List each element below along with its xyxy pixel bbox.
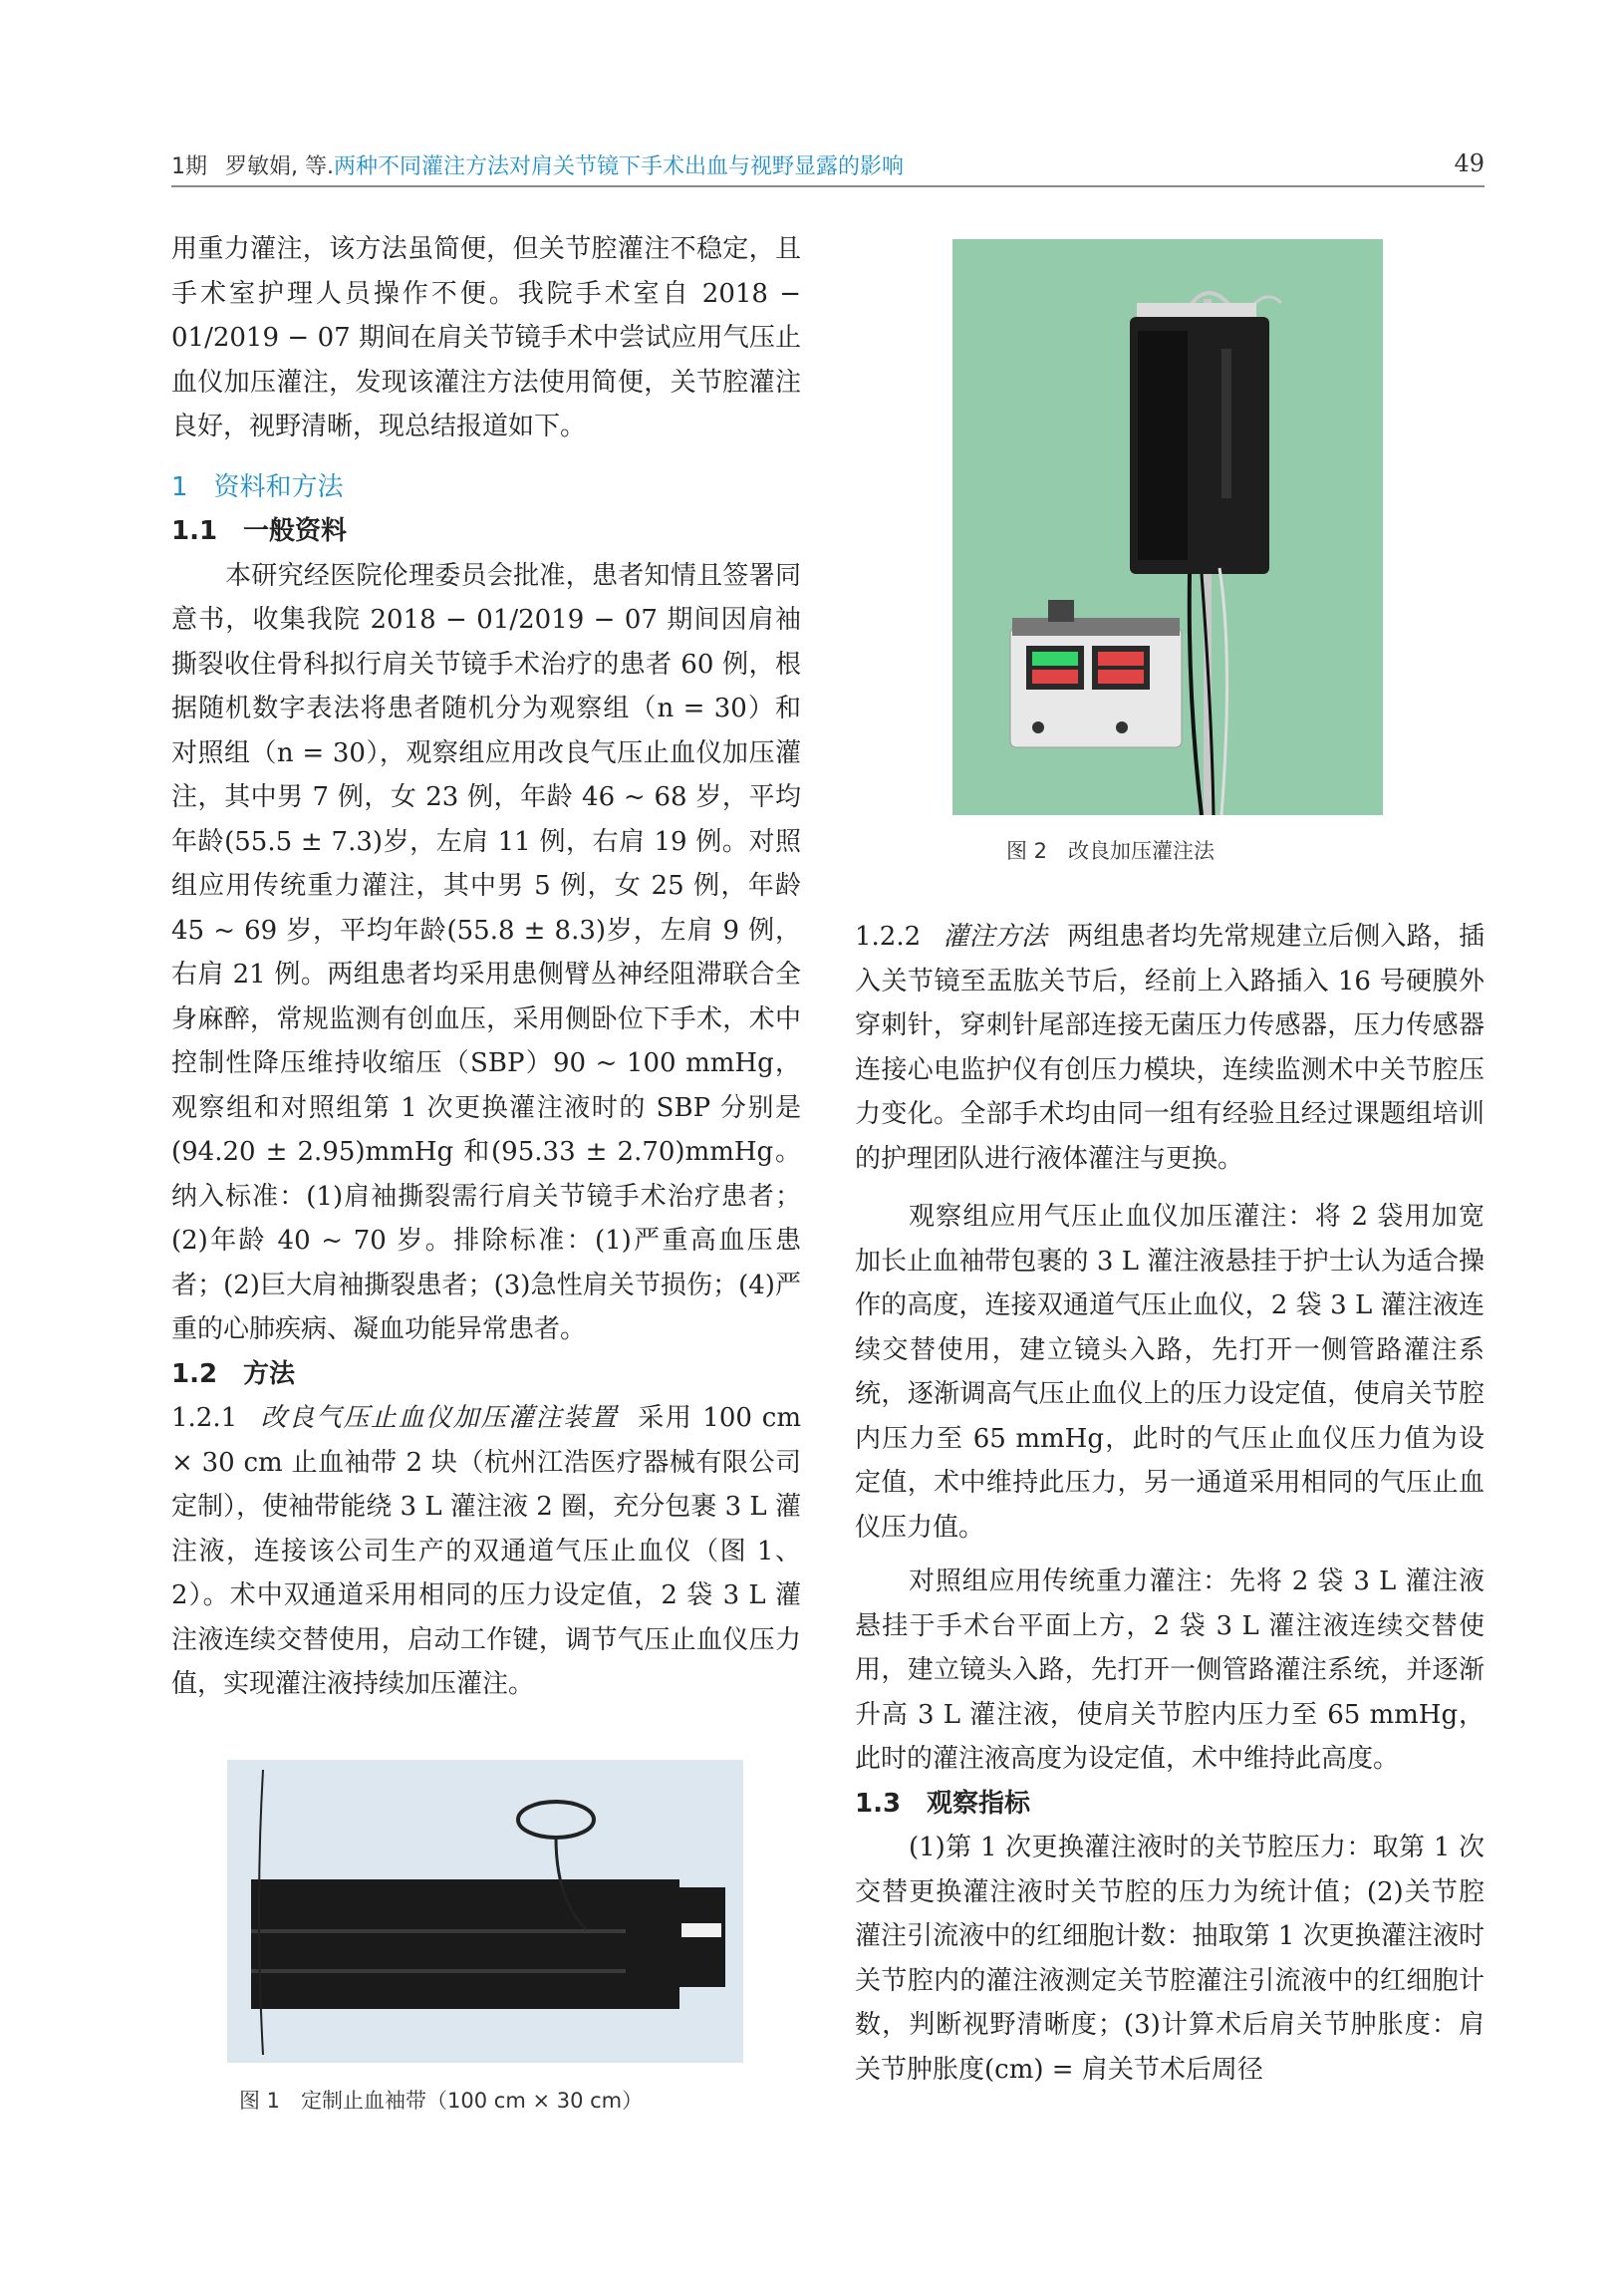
header-issue: 1期 xyxy=(171,154,207,179)
figure-1-caption: 图 1 定制止血袖带（100 cm × 30 cm） xyxy=(239,2089,644,2113)
left-column xyxy=(171,227,801,1707)
paragraph-device xyxy=(171,1396,801,1707)
figure-1-photo xyxy=(227,1760,743,2063)
subheading-1-2-2-title: 灌注方法 xyxy=(943,922,1048,952)
figure-2-caption: 图 2 改良加压灌注法 xyxy=(1006,839,1216,863)
section-heading-1-3: 1.3 观察指标 xyxy=(855,1788,1031,1819)
section-heading-1-2: 1.2 方法 xyxy=(171,1358,296,1389)
section-heading-1: 1 资料和方法 xyxy=(171,471,344,502)
subheading-1-2-1-title: 改良气压止血仪加压灌注装置 xyxy=(259,1403,619,1433)
header-left xyxy=(171,149,904,180)
page-number: 49 xyxy=(1454,149,1485,177)
figure-2-photo xyxy=(952,239,1383,815)
paragraph-perfusion-method xyxy=(855,915,1485,1181)
intro-paragraph: 用重力灌注，该方法虽简便，但关节腔灌注不稳定，且手术室护理人员操作不便。我院手术室自 2018 − 01/2019 − 07 期间在肩关节镜手术中尝试应用气压止血仪加压灌注，发现该灌注方法使用简便，关节腔灌注良好，视野清晰，现总结报道如下。 xyxy=(171,234,801,441)
header-authors: 罗敏娟, 等. xyxy=(225,154,334,179)
paragraph-control-group: 对照组应用传统重力灌注：先将 2 袋 3 L 灌注液悬挂于手术台平面上方，2 袋 3 L 灌注液连续交替使用，建立镜头入路，先打开一侧管路灌注系统，并逐渐升高 3 L 灌注液，使肩关节腔内压力至 65 mmHg，此时的灌注液高度为设定值，术中维持此高度。 xyxy=(855,1567,1485,1774)
paragraph-indicators: (1)第 1 次更换灌注液时的关节腔压力：取第 1 次交替更换灌注液时关节腔的压力为统计值；(2)关节腔灌注引流液中的红细胞计数：抽取第 1 次更换灌注液时关节腔内的灌注液测定关节腔灌注引流液中的红细胞计数，判断视野清晰度；(3)计算术后肩关节肿胀度：肩关节肿胀度(cm) = 肩关节术后周径 xyxy=(855,1833,1485,2085)
section-heading-1-1: 1.1 一般资料 xyxy=(171,516,348,546)
paragraph-device-text: 采用 100 cm × 30 cm 止血袖带 2 块（杭州江浩医疗器械有限公司定制），使袖带能绕 3 L 灌注液 2 圈，充分包裹 3 L 灌注液，连接该公司生产的双通道气压止血仪（图 1、2）。术中双通道采用相同的压力设定值，2 袋 3 L 灌注液连续交替使用，启动工作键，调节气压止血仪压力值，实现灌注液持续加压灌注。 xyxy=(171,1403,801,1699)
header-article-title: 两种不同灌注方法对肩关节镜下手术出血与视野显露的影响 xyxy=(333,154,904,179)
paragraph-observation-group: 观察组应用气压止血仪加压灌注：将 2 袋用加宽加长止血袖带包裹的 3 L 灌注液悬挂于护士认为适合操作的高度，连接双通道气压止血仪，2 袋 3 L 灌注液连续交替使用，建立镜头入路，先打开一侧管路灌注系统，逐渐调高气压止血仪上的压力设定值，使肩关节腔内压力至 65 mmHg，此时的气压止血仪压力值为设定值，术中维持此压力，另一通道采用相同的气压止血仪压力值。 xyxy=(855,1202,1485,1543)
paragraph-perfusion-method-text: 两组患者均先常规建立后侧入路，插入关节镜至盂肱关节后，经前上入路插入 16 号硬膜外穿刺针，穿刺针尾部连接无菌压力传感器，压力传感器连接心电监护仪有创压力模块，连续监测术中关节腔压力变化。全部手术均由同一组有经验且经过课题组培训的护理团队进行液体灌注与更换。 xyxy=(855,922,1485,1174)
paragraph-general-data: 本研究经医院伦理委员会批准，患者知情且签署同意书，收集我院 2018 − 01/2019 − 07 期间因肩袖撕裂收住骨科拟行肩关节镜手术治疗的患者 60 例，根据随机数字表法将患者随机分为观察组（n = 30）和对照组（n = 30），观察组应用改良气压止血仪加压灌注，其中男 7 例，女 23 例，年龄 46 ~ 68 岁，平均年龄(55.5 ± 7.3)岁，左肩 11 例，右肩 19 例。对照组应用传统重力灌注，其中男 5 例，女 25 例，年龄 45 ~ 69 岁，平均年龄(55.8 ± 8.3)岁，左肩 9 例，右肩 21 例。两组患者均采用患侧臂丛神经阻滞联合全身麻醉，常规监测有创血压，采用侧卧位下手术，术中控制性降压维持收缩压（SBP）90 ~ 100 mmHg，观察组和对照组第 1 次更换灌注液时的 SBP 分别是(94.20 ± 2.95)mmHg 和(95.33 ± 2.70)mmHg。纳入标准：(1)肩袖撕裂需行肩关节镜手术治疗患者；(2)年龄 40 ~ 70 岁。排除标准：(1)严重高血压患者；(2)巨大肩袖撕裂患者；(3)急性肩关节损伤；(4)严重的心肺疾病、凝血功能异常患者。 xyxy=(171,560,801,1344)
running-header xyxy=(171,149,1485,187)
right-column xyxy=(855,915,1485,2092)
subheading-1-2-1-number: 1.2.1 xyxy=(171,1403,238,1433)
subheading-1-2-2-number: 1.2.2 xyxy=(855,922,922,952)
